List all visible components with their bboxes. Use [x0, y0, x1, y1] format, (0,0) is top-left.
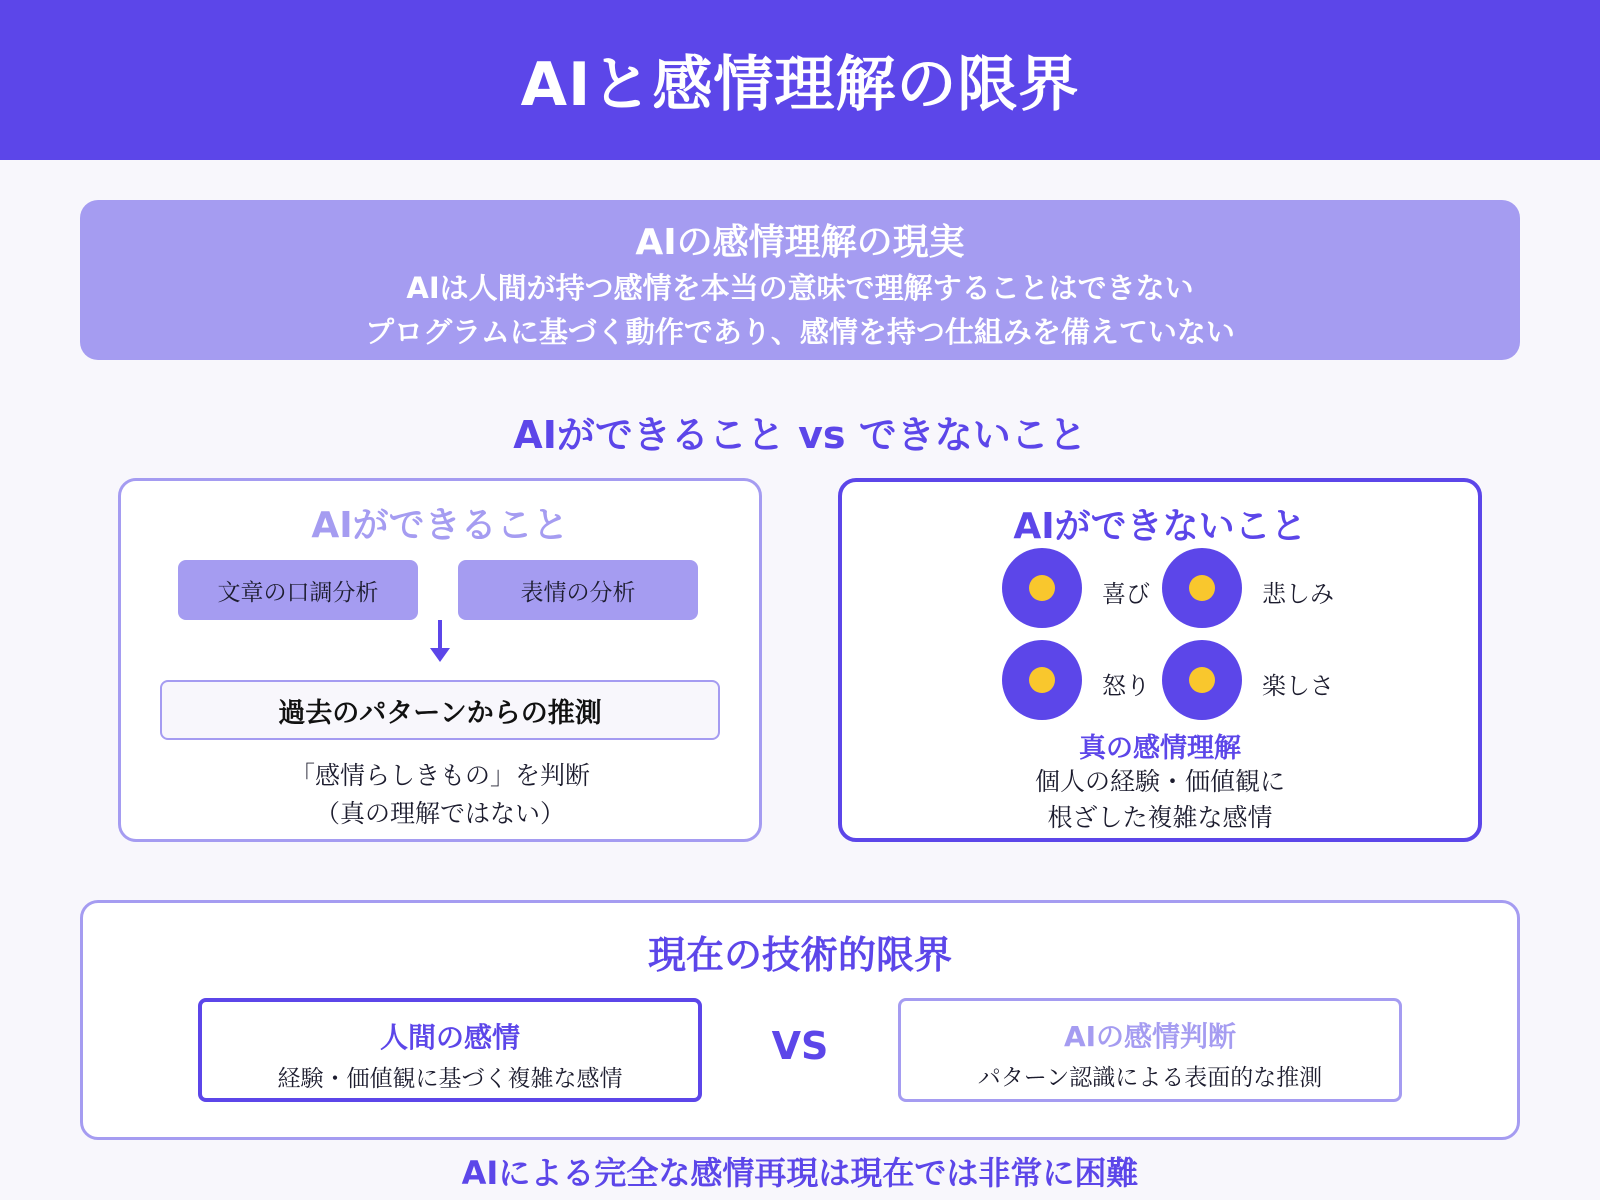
true-understanding-title: 真の感情理解 — [1079, 733, 1241, 764]
reality-line-2: プログラムに基づく動作であり、感情を持つ仕組みを備えていない — [365, 315, 1235, 349]
chip-expression-analysis: 表情の分析 — [458, 560, 698, 620]
can-note-line-1: 「感情らしきもの」を判断 — [289, 761, 590, 790]
grinning-face-icon — [1162, 640, 1242, 720]
emotion-label-joy: 喜び — [1102, 580, 1150, 608]
emotion-label-sadness: 悲しみ — [1262, 580, 1334, 608]
can-panel-title: AIができること — [311, 505, 569, 546]
ai-judgment-desc: パターン認識による表面的な推測 — [977, 1065, 1323, 1091]
true-understanding-line-2: 根ざした複雑な感情 — [1047, 803, 1273, 832]
footer-conclusion: AIによる完全な感情再現は現在では非常に困難 — [461, 1154, 1139, 1192]
chip-tone-analysis: 文章の口調分析 — [178, 560, 418, 620]
ai-judgment-title: AIの感情判断 — [1063, 1020, 1237, 1053]
page-title: AIと感情理解の限界 — [520, 50, 1080, 120]
cannot-panel-title: AIができないこと — [1013, 506, 1307, 547]
human-emotion-title: 人間の感情 — [379, 1021, 520, 1054]
vs-label: VS — [771, 1024, 829, 1068]
ai-judgment-box — [898, 998, 1402, 1102]
down-arrow-icon — [438, 620, 442, 650]
limits-title: 現在の技術的限界 — [647, 933, 952, 977]
can-note-line-2: （真の理解ではない） — [314, 799, 565, 828]
smiling-face-icon — [1002, 548, 1082, 628]
true-understanding-line-1: 個人の経験・価値観に — [1034, 767, 1285, 796]
header-banner — [0, 0, 1600, 160]
reality-box — [80, 200, 1520, 360]
comparison-title: AIができること vs できないこと — [513, 413, 1087, 457]
angry-face-icon — [1002, 640, 1082, 720]
reality-title: AIの感情理解の現実 — [635, 222, 965, 263]
emotion-label-fun: 楽しさ — [1262, 672, 1334, 700]
emotion-label-anger: 怒り — [1102, 672, 1150, 700]
crying-face-icon — [1162, 548, 1242, 628]
down-arrow-head — [430, 648, 450, 662]
reality-line-1: AIは人間が持つ感情を本当の意味で理解することはできない — [406, 271, 1194, 305]
inference-box: 過去のパターンからの推測 — [160, 680, 720, 740]
human-emotion-desc: 経験・価値観に基づく複雑な感情 — [277, 1066, 623, 1092]
human-emotion-box — [198, 998, 702, 1102]
